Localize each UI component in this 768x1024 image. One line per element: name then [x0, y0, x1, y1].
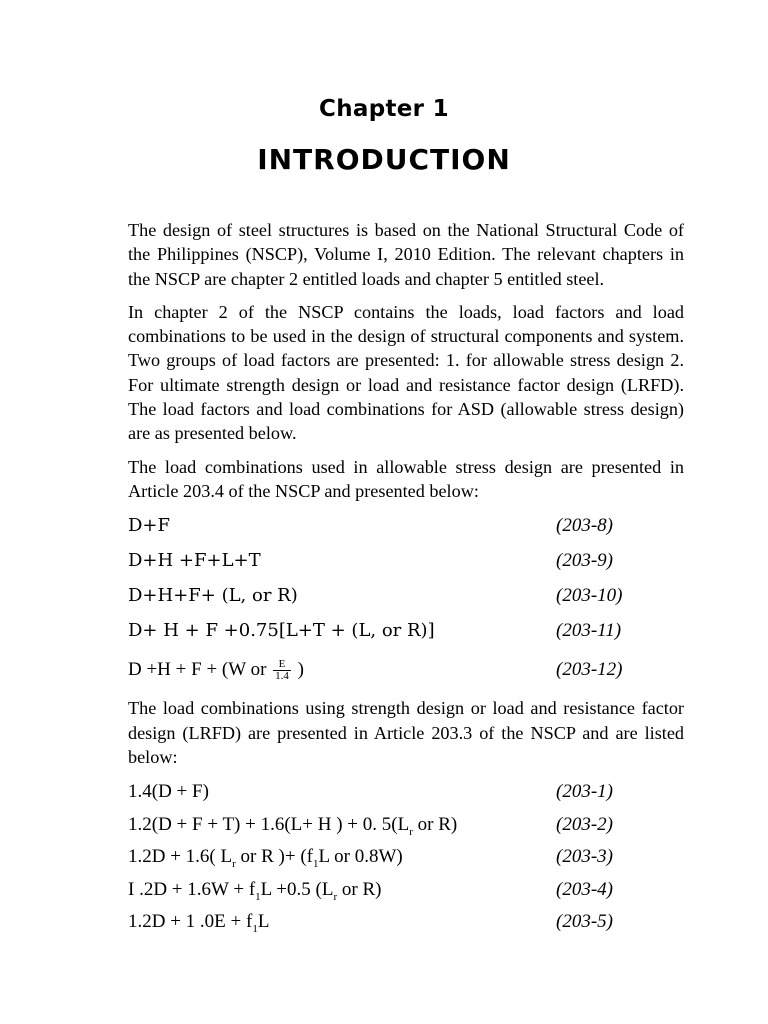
equation-row: [128, 547, 684, 582]
equation-number: (203-8): [556, 515, 613, 537]
equation-row: [128, 582, 684, 617]
equation-expression: D+ H + F +0.75[L+T + (L, or R)]: [128, 620, 435, 642]
equation-expression: [128, 656, 304, 684]
body-column: [128, 218, 684, 941]
equation-expression: D+H+F+ (L, or R): [128, 585, 298, 607]
equation-number: (203-3): [556, 846, 613, 868]
equation-part: L +0.5 (L: [260, 878, 334, 900]
equation-row: [128, 778, 684, 811]
equation-row: [128, 843, 684, 876]
fraction-numerator: E: [273, 659, 291, 671]
equation-number: (203-5): [556, 911, 613, 933]
equation-number: (203-2): [556, 813, 613, 835]
subscript: 1: [252, 922, 258, 935]
lrfd-equation-list: [128, 778, 684, 941]
equation-expression: [128, 876, 381, 911]
equation-row: [128, 876, 684, 909]
equation-part: 1.2D + 1 .0E + f: [128, 911, 253, 933]
paragraph-lrfd-intro: The load combinations using strength design or load and resistance factor design (LRFD) are presented in Article 203.3 of the NSCP and are listed below:: [128, 698, 684, 767]
equation-row: [128, 811, 684, 844]
equation-part: L or 0.8W): [318, 846, 403, 868]
paragraph-intro: The design of steel structures is based on the National Structural Code of the Philippines (NSCP), Volume I, 2010 Edition. The relevant chapters in the NSCP are chapter 2 entitled loads and chapter 5 entitled steel.: [128, 220, 684, 289]
equation-part: ): [292, 659, 304, 681]
equation-expression: [128, 908, 269, 943]
equation-part: D +H + F + (W or: [128, 659, 272, 681]
equation-number: (203-4): [556, 878, 613, 900]
fraction: [273, 659, 291, 682]
chapter-title: INTRODUCTION: [257, 143, 511, 176]
paragraph-asd-intro: The load combinations used in allowable stress design are presented in Article 203.4 of the NSCP and presented below:: [128, 456, 684, 501]
equation-part: or R): [412, 813, 458, 835]
equation-row: [128, 512, 684, 547]
equation-part: or R )+ (f: [235, 846, 313, 868]
equation-part: 1.2(D + F + T) + 1.6(L+ H ) + 0. 5(L: [128, 813, 410, 835]
asd-equation-list: [128, 512, 684, 690]
equation-number: (203-12): [556, 659, 623, 681]
equation-number: (203-9): [556, 550, 613, 572]
chapter-label: Chapter 1: [319, 96, 449, 122]
equation-part: I .2D + 1.6W + f: [128, 878, 256, 900]
subscript: 1: [255, 890, 261, 903]
subscript: r: [232, 857, 236, 870]
equation-number: (203-1): [556, 781, 613, 803]
equation-number: (203-10): [556, 585, 623, 607]
equation-expression: 1.4(D + F): [128, 781, 209, 803]
equation-expression: [128, 843, 403, 878]
equation-part: or R): [337, 878, 382, 900]
equation-row: [128, 652, 684, 690]
subscript: r: [409, 825, 413, 838]
equation-part: 1.2D + 1.6( L: [128, 846, 233, 868]
paragraph-load-factors: In chapter 2 of the NSCP contains the loads, load factors and load combinations to be used in the design of structural components and system. Two groups of load factors are presented: 1. for allowable stress design 2. For ultimate strength design or load and resistance factor design (LRFD). The load factors and load combinations for ASD (allowable stress design) are as presented below.: [128, 301, 684, 444]
subscript: 1: [313, 857, 319, 870]
equation-expression: D+F: [128, 515, 171, 537]
equation-number: (203-11): [556, 620, 622, 642]
equation-row: [128, 908, 684, 941]
equation-expression: [128, 811, 457, 846]
equation-expression: D+H +F+L+T: [128, 550, 261, 572]
equation-part: L: [257, 911, 270, 933]
fraction-denominator: 1.4: [275, 670, 289, 683]
equation-row: [128, 617, 684, 652]
subscript: r: [333, 890, 338, 903]
